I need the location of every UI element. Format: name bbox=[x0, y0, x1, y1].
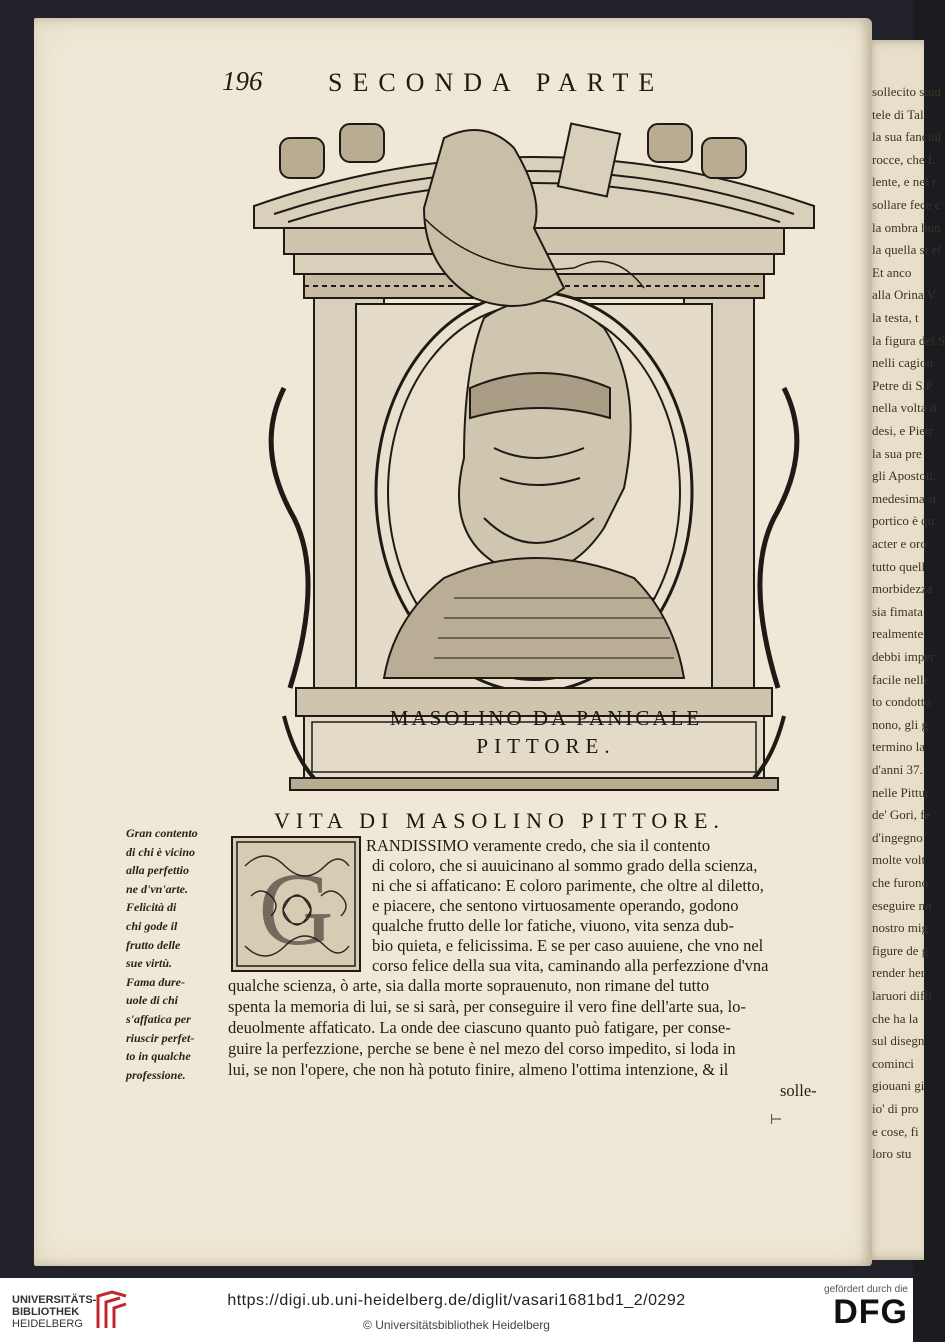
facing-page-fragment: alla Orina V bbox=[872, 287, 937, 303]
text-line: lui, se non l'opere, che non hà potuto finire, almeno l'ottima intenzione, & il bbox=[228, 1060, 729, 1079]
facing-page-fragment: debbi imper bbox=[872, 649, 935, 664]
facing-page-fragment: termino la bbox=[872, 739, 926, 755]
facing-page-fragment: sia fimata bbox=[872, 603, 923, 619]
marginal-note-line: frutto delle bbox=[126, 937, 181, 952]
text-line: e piacere, che sentono virtuosamente operando, godono bbox=[372, 896, 739, 915]
marginal-note-line: to in qualche bbox=[126, 1049, 191, 1064]
facing-page-fragment: Petre di S.P bbox=[872, 377, 934, 393]
text-line: guire la perfezzione, perche se bene è nel mezo del corso impedito, si loda in bbox=[228, 1039, 736, 1058]
facing-page-fragment: giouani gi bbox=[872, 1078, 925, 1094]
running-title: SECONDA PARTE bbox=[328, 68, 665, 97]
facing-page-fragment: realmente bbox=[872, 626, 924, 642]
text-line: spenta la memoria di lui, se si sarà, per conseguire il vero fine dell'arte sua, lo- bbox=[228, 997, 746, 1016]
facing-page-fragment: acter e oro bbox=[872, 536, 927, 551]
facing-page-fragment: d'anni 37. bbox=[872, 762, 923, 777]
facing-page-fragment: che ha la bbox=[872, 1010, 919, 1026]
facing-page-fragment: figure de g bbox=[872, 942, 929, 958]
facing-page-fragment: medesima st bbox=[872, 490, 937, 506]
marginal-note-line: Fama dure- bbox=[126, 974, 186, 989]
text-line: solle- bbox=[780, 1081, 817, 1100]
facing-page-fragment: lente, e nel r bbox=[872, 174, 937, 190]
portrait-caption-plate bbox=[374, 704, 718, 766]
marginal-note-line: Gran contento bbox=[126, 826, 198, 840]
sitter-profession: PITTORE. bbox=[476, 734, 616, 758]
facing-page-fragment: gli Apostoli, bbox=[872, 468, 937, 484]
facing-page-fragment: la sua fanciul bbox=[872, 129, 942, 145]
chapter-title: VITA DI MASOLINO PITTORE. bbox=[274, 808, 725, 833]
text-line: deuolmente affaticato. La onde dee ciascuno quanto può fatigare, per conse- bbox=[228, 1018, 731, 1037]
marginal-note-line: s'affatica per bbox=[126, 1011, 191, 1026]
drop-cap-letter: G bbox=[258, 852, 334, 967]
sitter-name: MASOLINO DA PANICALE bbox=[389, 706, 703, 730]
facing-page-fragment: e cose, fi bbox=[872, 1123, 919, 1139]
portrait-woodcut bbox=[244, 118, 824, 794]
facing-page-fragment: tutto quell bbox=[872, 558, 926, 574]
funder-badge[interactable] bbox=[792, 1284, 908, 1329]
marginal-note-line: chi gode il bbox=[126, 918, 178, 933]
facing-page-fragment: de' Gori, fe bbox=[872, 807, 931, 823]
facing-page-fragment: desi, e Pietr bbox=[872, 423, 934, 438]
facing-page-fragment: sollecito stud bbox=[872, 84, 941, 99]
facing-page-fragment: nella volta d bbox=[872, 400, 937, 416]
facing-page-fragment: laruori diffi bbox=[872, 988, 933, 1003]
facing-page-fragment: tele di Tal bbox=[872, 106, 924, 122]
facing-page-fragment: portico è qu bbox=[872, 513, 935, 529]
text-line: bio quieta, e felicissima. E se per caso auuiene, che vno nel bbox=[372, 936, 764, 955]
facing-page-fragment: sollare fece c bbox=[872, 197, 941, 212]
facing-page-fragment: rocce, che L bbox=[872, 151, 936, 167]
marginal-note-line: riuscir perfet- bbox=[126, 1030, 195, 1045]
facing-page-fragment: la testa, t bbox=[872, 310, 919, 325]
marginal-note bbox=[126, 824, 224, 1084]
copyright-notice: © Universitätsbibliothek Heidelberg bbox=[363, 1318, 550, 1332]
library-name-line1: UNIVERSITÄTS- bbox=[12, 1294, 97, 1306]
facing-page-fragment: render her bbox=[872, 965, 926, 981]
facing-page-fragment: d'ingegno bbox=[872, 829, 923, 845]
marginal-note-line: professione. bbox=[126, 1067, 186, 1082]
facing-page-fragment: facile nelle bbox=[872, 671, 930, 687]
text-line: corso felice della sua vita, caminando alla perfezzione d'vna bbox=[372, 956, 769, 975]
facing-page-fragment: la figura del S bbox=[872, 332, 945, 348]
facing-page-fragment: nelli cagion bbox=[872, 355, 934, 371]
facing-page-fragment: loro stu bbox=[872, 1146, 912, 1162]
marginal-note-line: uole di chi bbox=[126, 993, 179, 1008]
facing-page-fragment: nostro mig bbox=[872, 920, 928, 936]
page-header bbox=[222, 66, 742, 106]
facing-page-fragment: la quella si el bbox=[872, 242, 941, 258]
facing-page-fragment: che furono bbox=[872, 875, 928, 890]
marginal-note-line: alla perfettio bbox=[126, 863, 189, 878]
document-url[interactable]: https://digi.ub.uni-heidelberg.de/diglit/vasari1681bd1_2/0292 bbox=[227, 1292, 686, 1309]
facing-page-fragment: cominci bbox=[872, 1055, 914, 1071]
funder-label: gefördert durch die bbox=[824, 1284, 908, 1295]
facing-page-fragment: Et anco bbox=[872, 264, 912, 280]
facing-page-fragment: la sua pre bbox=[872, 445, 922, 461]
facing-page-fragment: molte volt bbox=[872, 852, 926, 868]
facing-page-fragment: sul disegn bbox=[872, 1033, 925, 1049]
text-line: qualche scienza, ò arte, sia dalla morte soprauenuto, non rimane del tutto bbox=[228, 976, 710, 995]
facing-page-fragment: nono, gli g bbox=[872, 716, 928, 732]
marginal-note-line: ne d'vn'arte. bbox=[126, 881, 188, 896]
text-line: qualche frutto delle lor fatiche, viuono, vita senza dub- bbox=[372, 916, 734, 935]
facing-page-fragment: to condotto bbox=[872, 694, 931, 710]
pencil-mark: ⊢ bbox=[770, 1113, 783, 1128]
marginal-note-line: sue virtù. bbox=[126, 956, 173, 971]
facing-page-fragment: morbidezza bbox=[872, 581, 933, 597]
library-name-line2: BIBLIOTHEK bbox=[12, 1306, 80, 1318]
dfg-logo: DFG bbox=[833, 1293, 908, 1331]
text-line: RANDISSIMO veramente credo, che sia il contento bbox=[366, 836, 711, 855]
facing-page-fragment: la ombra hun bbox=[872, 219, 941, 235]
text-line: di coloro, che si auuicinano al sommo grado della scienza, bbox=[372, 856, 758, 875]
facing-page-fragment: nelle Pittur bbox=[872, 784, 930, 800]
facing-page-fragment: eseguire no bbox=[872, 897, 932, 913]
page-number: 196 bbox=[222, 66, 263, 96]
library-name-line3: HEIDELBERG bbox=[12, 1318, 83, 1330]
decorated-initial bbox=[231, 836, 361, 972]
facing-page-fragment: io' di pro bbox=[872, 1101, 919, 1116]
marginal-note-line: Felicità di bbox=[126, 900, 177, 915]
marginal-note-line: di chi è vicino bbox=[126, 844, 195, 859]
viewer-footer bbox=[0, 1278, 913, 1342]
text-line: ni che si affaticano: E coloro parimente, che oltre al diletto, bbox=[372, 876, 764, 895]
